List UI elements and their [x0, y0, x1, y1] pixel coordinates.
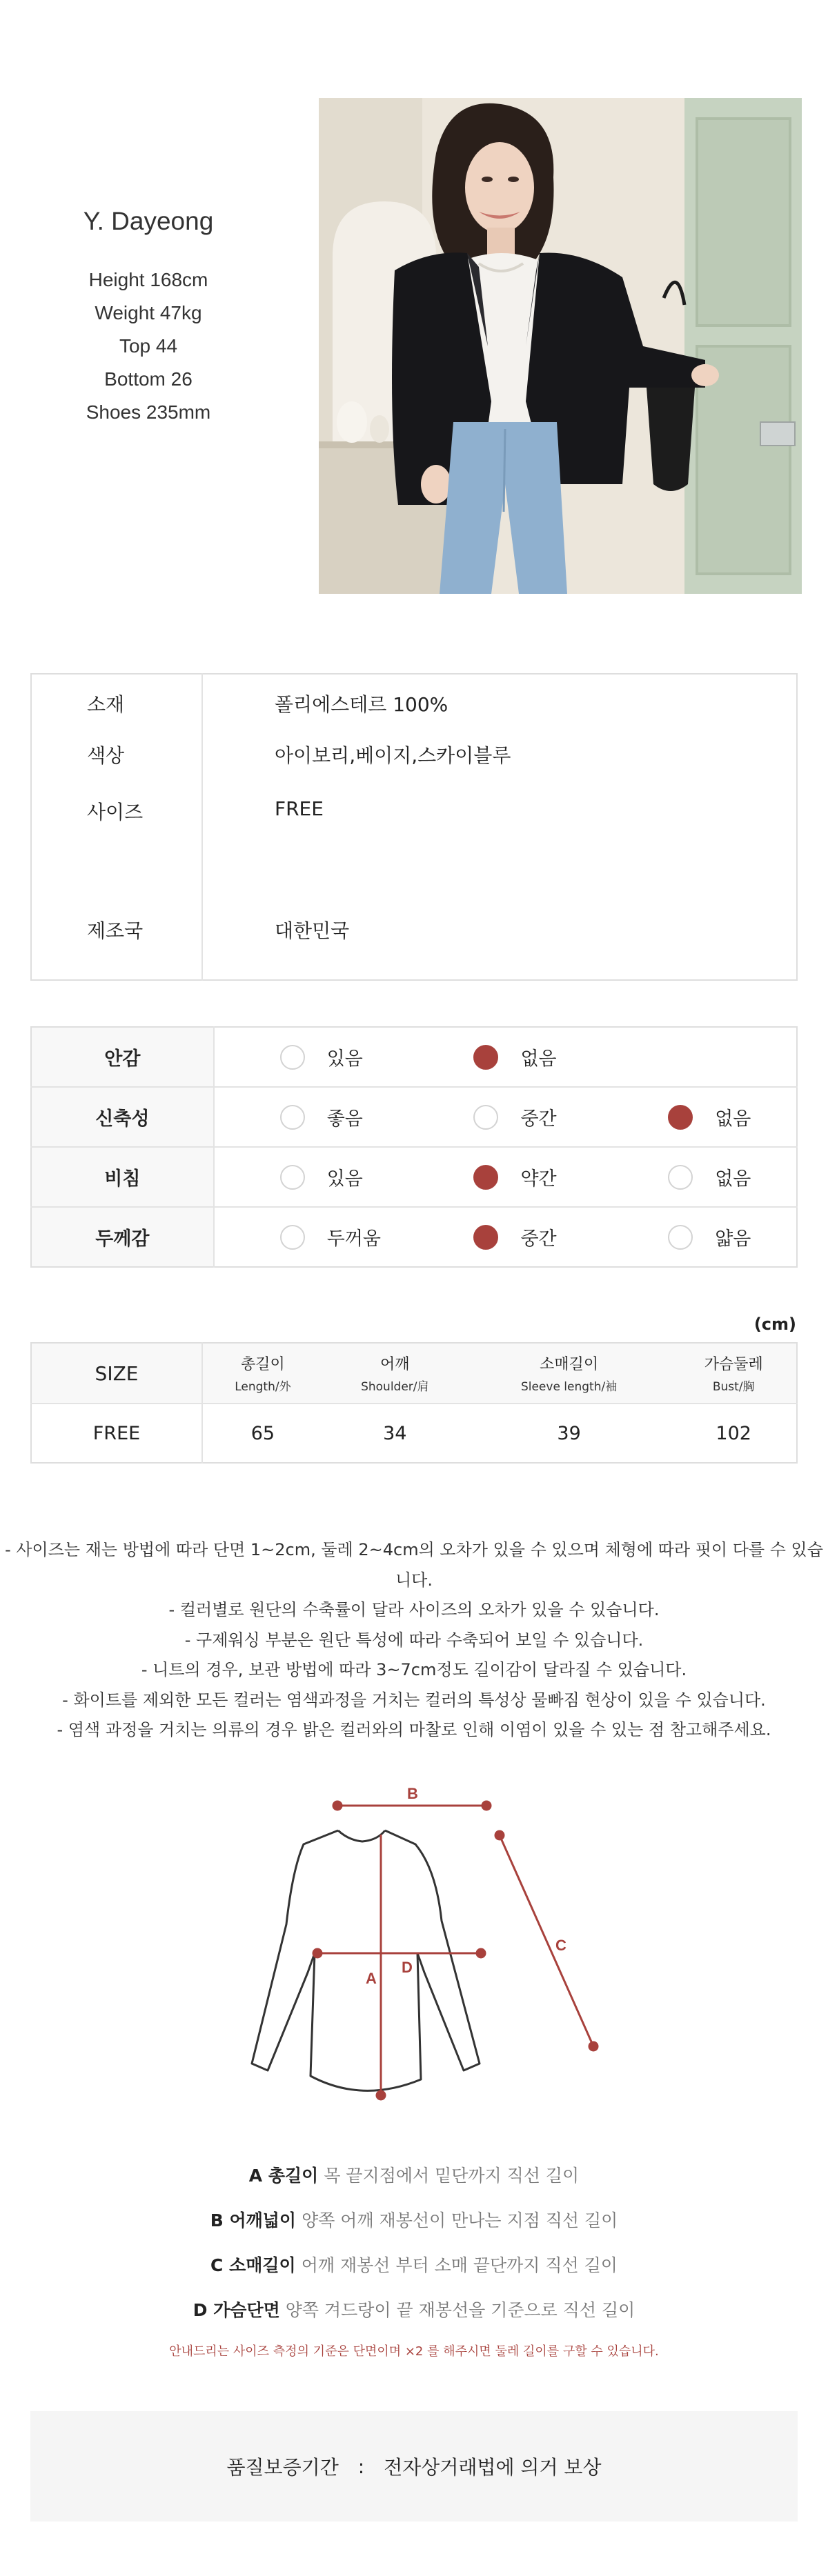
- color-label: 색상: [31, 726, 202, 781]
- model-height: Height 168cm: [88, 269, 208, 290]
- fabric-options-table: [30, 1026, 798, 1268]
- measurement-guide: 안내드리는 사이즈 측정의 기준은 단면이며 ×2 를 해주시면 둘레 길이를 구할 수 있습니다.: [169, 2344, 659, 2359]
- info-row-origin: [31, 894, 797, 980]
- option-row-lining: [31, 1027, 797, 1087]
- info-row-empty: [31, 837, 797, 894]
- origin-value: 대한민국: [275, 919, 350, 943]
- model-info: [55, 207, 241, 429]
- lining-no-text: 없음: [520, 1048, 557, 1070]
- option-row-stretch: [31, 1087, 797, 1147]
- sheer-slight-text: 약간: [520, 1168, 557, 1190]
- size-header-row: [31, 1343, 797, 1404]
- option-row-sheerness: [31, 1147, 797, 1207]
- thickness-medium-text: 중간: [520, 1228, 557, 1250]
- warranty-label: 품질보증기간: [226, 2456, 339, 2479]
- radio-sheer-slight: [473, 1165, 498, 1190]
- size-table: [30, 1342, 798, 1464]
- size-header-label: SIZE: [31, 1343, 202, 1404]
- info-row-color: [31, 726, 797, 781]
- sheer-none-text: 없음: [715, 1168, 751, 1190]
- value-bust: 102: [716, 1422, 751, 1444]
- radio-thickness-thin: [668, 1225, 693, 1250]
- stretch-none-text: 없음: [715, 1108, 751, 1130]
- measurement-legend: [0, 2153, 828, 2333]
- thickness-thick-text: 두꺼움: [326, 1228, 381, 1250]
- size-row-label: FREE: [31, 1404, 202, 1463]
- size-value: FREE: [275, 797, 324, 820]
- radio-thickness-thick: [280, 1225, 305, 1250]
- size-notes: [0, 1535, 828, 1746]
- model-shoe-size: Shoes 235mm: [86, 401, 211, 423]
- col-shoulder: 어깨 Shoulder/肩: [323, 1343, 467, 1404]
- lining-label: 안감: [31, 1027, 214, 1087]
- radio-sheer-yes: [280, 1165, 305, 1190]
- material-value: 폴리에스테르 100%: [275, 692, 448, 716]
- color-value: 아이보리,베이지,스카이블루: [275, 743, 511, 767]
- note-line: - 화이트를 제외한 모든 컬러는 염색과정을 거치는 컬러의 특성상 물빠짐 현상이 있을 수 있습니다.: [62, 1690, 766, 1710]
- warranty-value: 전자상거래법에 의거 보상: [384, 2456, 602, 2479]
- size-label: 사이즈: [31, 782, 202, 837]
- radio-lining-yes: [280, 1045, 305, 1070]
- note-line: - 컬러별로 원단의 수축률이 달라 사이즈의 오차가 있을 수 있습니다.: [168, 1600, 660, 1619]
- info-row-size: [31, 782, 797, 837]
- legend-item-c: C 소매길이 어깨 재봉선 부터 소매 끝단까지 직선 길이: [210, 2255, 618, 2275]
- measurement-diagram: [235, 1766, 607, 2110]
- radio-thickness-medium: [473, 1225, 498, 1250]
- info-row-material: [31, 674, 797, 726]
- radio-stretch-none: [668, 1105, 693, 1130]
- note-line: - 염색 과정을 거치는 의류의 경우 밝은 컬러와의 마찰로 인해 이염이 있을 수 있는 점 참고해주세요.: [57, 1720, 771, 1739]
- note-line: - 사이즈는 재는 방법에 따라 단면 1~2cm, 둘레 2~4cm의 오차가 있을 수 있으며 체형에 따라 핏이 다를 수 있습니다.: [5, 1540, 823, 1590]
- material-label: 소재: [31, 674, 202, 726]
- radio-stretch-medium: [473, 1105, 498, 1130]
- note-line: - 구제워싱 부분은 원단 특성에 따라 수축되어 보일 수 있습니다.: [184, 1630, 644, 1650]
- sheer-yes-text: 있음: [326, 1168, 363, 1190]
- product-info-table: [30, 673, 798, 981]
- col-length: 총길이 Length/外: [202, 1343, 323, 1404]
- garment-outline-icon: [252, 1830, 480, 2090]
- sheerness-label: 비침: [31, 1147, 214, 1207]
- origin-label: 제조국: [31, 894, 202, 980]
- stretch-label: 신축성: [31, 1087, 214, 1147]
- legend-item-b: B 어깨넓이 양쪽 어깨 재봉선이 만나는 지점 직선 길이: [210, 2210, 618, 2230]
- legend-item-a: A 총길이 목 끝지점에서 밑단까지 직선 길이: [248, 2166, 580, 2186]
- radio-lining-no: [473, 1045, 498, 1070]
- diagram-mark-d: D: [402, 1959, 413, 1976]
- model-top-size: Top 44: [119, 335, 178, 357]
- model-weight: Weight 47kg: [95, 302, 202, 323]
- size-row-free: [31, 1404, 797, 1463]
- value-sleeve: 39: [557, 1422, 581, 1444]
- model-photo: [319, 98, 802, 594]
- legend-item-d: D 가슴단면 양쪽 겨드랑이 끝 재봉선을 기준으로 직선 길이: [193, 2300, 635, 2320]
- lining-yes-text: 있음: [326, 1048, 363, 1070]
- radio-stretch-good: [280, 1105, 305, 1130]
- model-name: Y. Dayeong: [83, 207, 214, 235]
- stretch-good-text: 좋음: [326, 1108, 363, 1130]
- note-line: - 니트의 경우, 보관 방법에 따라 3~7cm정도 길이감이 달라질 수 있습니다.: [141, 1660, 687, 1679]
- option-row-thickness: [31, 1207, 797, 1267]
- model-bottom-size: Bottom 26: [104, 368, 193, 390]
- value-shoulder: 34: [383, 1422, 407, 1444]
- col-sleeve: 소매길이 Sleeve length/袖: [467, 1343, 671, 1404]
- diagram-mark-c: C: [555, 1937, 566, 1954]
- warranty-box: [30, 2411, 798, 2522]
- radio-sheer-none: [668, 1165, 693, 1190]
- diagram-mark-a: A: [366, 1970, 377, 1987]
- col-bust: 가슴둘레 Bust/胸: [671, 1343, 797, 1404]
- warranty-separator: :: [357, 2455, 365, 2478]
- size-unit: (cm): [753, 1315, 796, 1334]
- thickness-label: 두께감: [31, 1207, 214, 1267]
- value-length: 65: [250, 1422, 275, 1444]
- stretch-medium-text: 중간: [520, 1108, 557, 1130]
- thickness-thin-text: 얇음: [715, 1228, 751, 1250]
- diagram-mark-b: B: [407, 1785, 418, 1802]
